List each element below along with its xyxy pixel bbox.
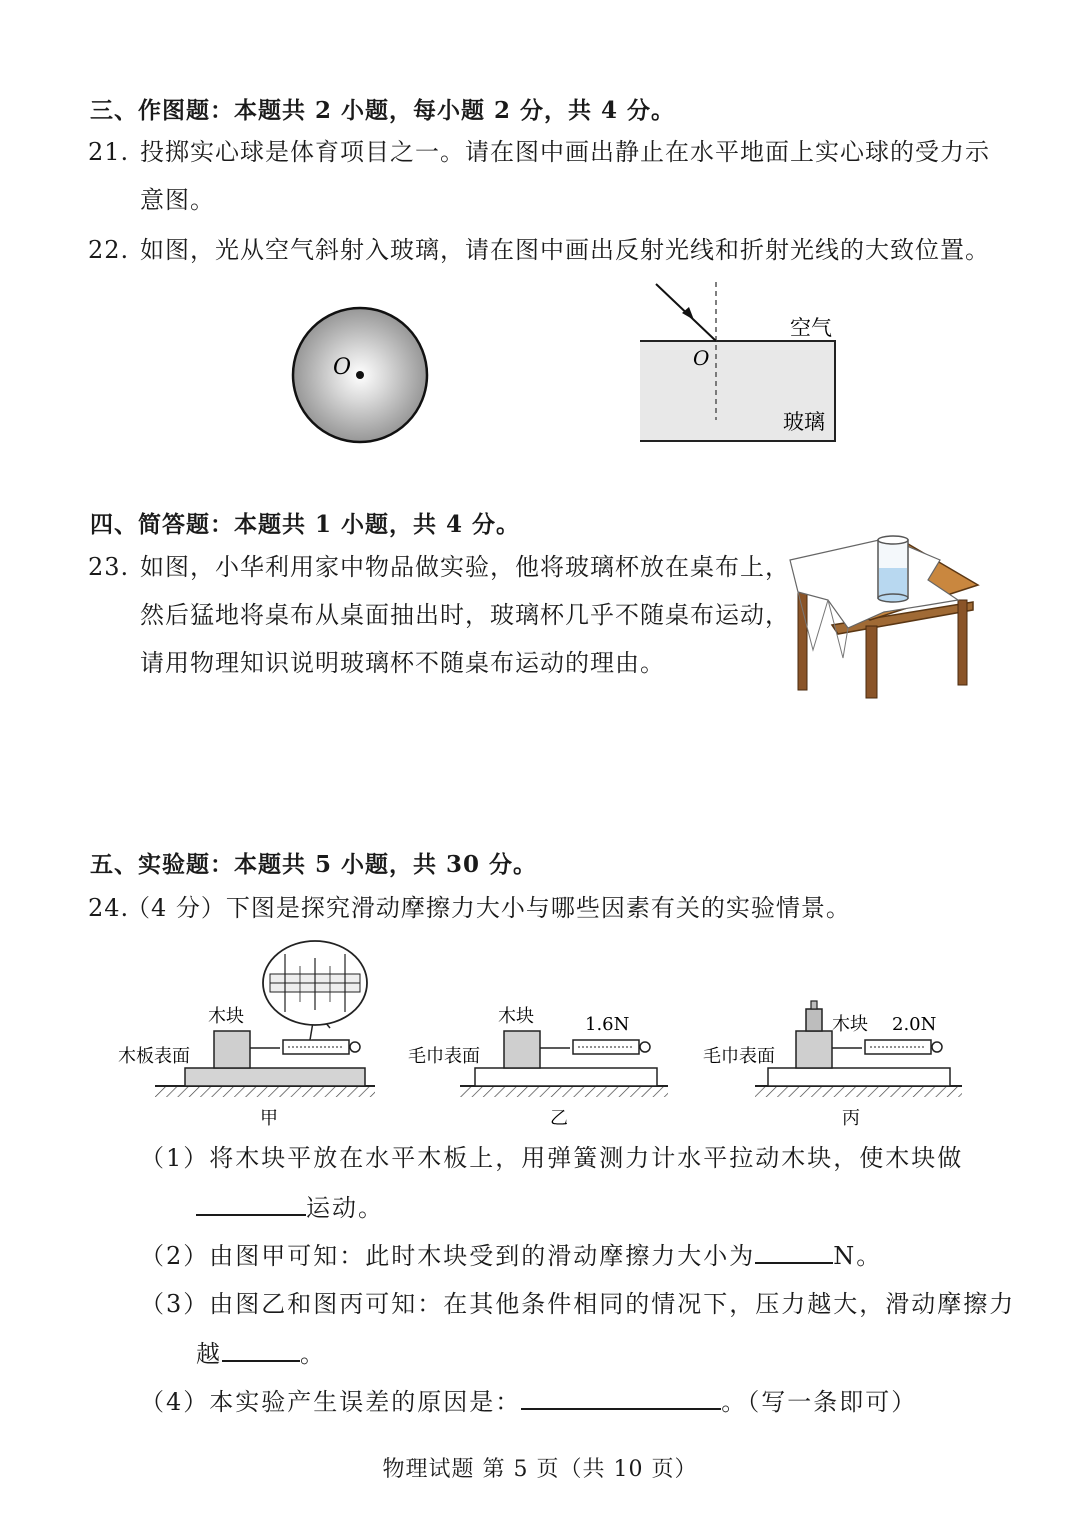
- question-21: [88, 128, 1048, 224]
- spring-scale: [283, 1040, 360, 1054]
- glass-cup: [878, 536, 908, 602]
- question-23-line1: 如图，小华利用家中物品做实验，他将玻璃杯放在桌布上，: [140, 553, 790, 581]
- figure-yi-surface-label: 毛巾表面: [408, 1046, 480, 1067]
- sub-question-1-text: 将木块平放在水平木板上，用弹簧测力计水平拉动木块，使木块做: [209, 1144, 964, 1172]
- sub-question-3-before: 越: [196, 1340, 222, 1368]
- sub-question-1: [140, 1138, 1040, 1173]
- question-23-line2: 然后猛地将桌布从桌面抽出时，玻璃杯几乎不随桌布运动，: [140, 601, 790, 629]
- question-23-number: 23.: [88, 553, 130, 581]
- table-leg: [866, 626, 877, 698]
- figure-yi-caption: 乙: [550, 1108, 568, 1129]
- question-23: [88, 543, 808, 687]
- question-21-line2: 意图。: [140, 186, 215, 214]
- question-24-number: 24.: [88, 894, 130, 922]
- figure-jia-surface-label: 木板表面: [118, 1046, 190, 1067]
- sub-question-4: [140, 1382, 1040, 1417]
- sub-question-2-label: （2）: [140, 1242, 210, 1270]
- spring-scale: [573, 1040, 650, 1054]
- sub-question-1-after: 运动。: [306, 1194, 384, 1222]
- sub-question-3-line2: [196, 1334, 326, 1369]
- glass-label: 玻璃: [783, 410, 825, 434]
- weight: [806, 1001, 822, 1031]
- question-24: [88, 884, 1048, 932]
- ball-center-dot: [356, 371, 364, 379]
- figure-yi: [408, 1006, 668, 1129]
- figure-bing-caption: 丙: [842, 1108, 860, 1129]
- sub-question-3-text: 由图乙和图丙可知：在其他条件相同的情况下，压力越大，滑动摩擦力: [209, 1290, 1016, 1318]
- figure-yi-block-label: 木块: [498, 1006, 534, 1027]
- sub-question-3-after: 。: [300, 1340, 326, 1368]
- sub-question-3-label: （3）: [140, 1290, 210, 1318]
- page-footer: 物理试题 第 5 页（共 10 页）: [382, 1457, 698, 1482]
- figure-yi-reading: 1.6N: [585, 1014, 630, 1035]
- table-figure: [788, 530, 984, 702]
- figure-jia-block-label: 木块: [208, 1006, 244, 1027]
- sub-question-2-after: N。: [833, 1242, 883, 1270]
- section-4-heading: 四、简答题：本题共 1 小题，共 4 分。: [90, 511, 521, 538]
- section-5-heading: 五、实验题：本题共 5 小题，共 30 分。: [90, 851, 538, 878]
- incident-arrow-icon: [682, 307, 694, 320]
- air-label: 空气: [790, 316, 832, 340]
- figure-bing: [703, 1001, 962, 1129]
- sub-question-4-label: （4）: [140, 1388, 210, 1416]
- wood-board: [185, 1068, 365, 1086]
- question-21-line1: 投掷实心球是体育项目之一。请在图中画出静止在水平地面上实心球的受力示: [140, 138, 990, 166]
- answer-blank-3[interactable]: [222, 1338, 300, 1362]
- figure-jia-caption: 甲: [260, 1108, 278, 1129]
- glass-figure: [640, 280, 850, 450]
- sub-question-2-text: 由图甲可知：此时木块受到的滑动摩擦力大小为: [209, 1242, 756, 1270]
- question-22-number: 22.: [88, 236, 130, 264]
- sub-question-3: [140, 1284, 1040, 1319]
- wood-block: [796, 1031, 832, 1068]
- wood-block: [504, 1031, 540, 1068]
- wood-block: [214, 1031, 250, 1068]
- answer-blank-4[interactable]: [521, 1386, 721, 1410]
- towel-board: [768, 1068, 950, 1086]
- figure-bing-surface-label: 毛巾表面: [703, 1046, 775, 1067]
- friction-experiment-figures: [110, 938, 980, 1133]
- sub-question-1-label: （1）: [140, 1144, 210, 1172]
- question-22-text: 如图，光从空气斜射入玻璃，请在图中画出反射光线和折射光线的大致位置。: [140, 236, 990, 264]
- question-21-number: 21.: [88, 138, 130, 166]
- table-leg: [798, 578, 807, 690]
- table-leg: [958, 600, 967, 685]
- spring-scale: [865, 1040, 942, 1054]
- sub-question-1-line2: [196, 1188, 384, 1223]
- figure-bing-block-label: 木块: [832, 1014, 868, 1035]
- figure-bing-reading: 2.0N: [892, 1014, 937, 1035]
- answer-blank-2[interactable]: [755, 1240, 833, 1264]
- answer-blank-1[interactable]: [196, 1192, 306, 1216]
- question-24-intro: （4 分）下图是探究滑动摩擦力大小与哪些因素有关的实验情景。: [126, 894, 851, 922]
- sub-question-2: [140, 1236, 1040, 1271]
- question-22: [88, 226, 1048, 274]
- ball-figure: [285, 300, 435, 450]
- ball-center-label: O: [333, 355, 352, 380]
- question-23-line3: 请用物理知识说明玻璃杯不随桌布运动的理由。: [140, 649, 665, 677]
- sub-question-4-text: 本实验产生误差的原因是：: [209, 1388, 522, 1416]
- glass-point-label: O: [693, 346, 710, 370]
- section-3-heading: 三、作图题：本题共 2 小题，每小题 2 分，共 4 分。: [90, 97, 676, 124]
- figure-jia: [118, 941, 375, 1129]
- sub-question-4-after: 。（写一条即可）: [721, 1388, 918, 1416]
- towel-board: [475, 1068, 657, 1086]
